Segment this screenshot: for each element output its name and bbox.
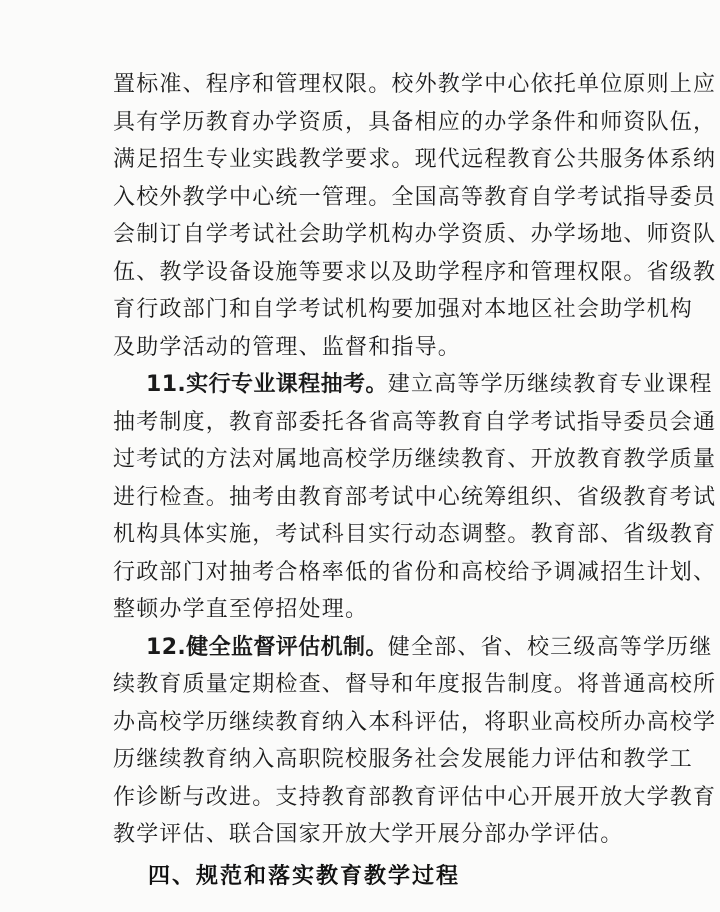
paragraph-line: 及助学活动的管理、监督和指导。 bbox=[113, 334, 462, 360]
paragraph-line: 行政部门对抽考合格率低的省份和高校给予调减招生计划、 bbox=[113, 559, 717, 585]
paragraph-line: 续教育质量定期检查、督导和年度报告制度。将普通高校所 bbox=[113, 672, 717, 697]
paragraph-line: 教学评估、联合国家开放大学开展分部办学评估。 bbox=[113, 822, 624, 847]
paragraph-line: 置标准、程序和管理权限。校外教学中心依托单位原则上应 bbox=[113, 72, 717, 97]
document-body bbox=[113, 66, 717, 854]
section-4-heading: 四、规范和落实教育教学过程 bbox=[148, 864, 461, 889]
paragraph-line: 过考试的方法对属地高校学历继续教育、开放教育教学质量 bbox=[113, 447, 717, 472]
paragraph-line: 作诊断与改进。支持教育部教育评估中心开展开放大学教育 bbox=[113, 784, 717, 810]
section-11-heading: 11.实行专业课程抽考。 bbox=[146, 372, 388, 397]
paragraph-line: 整顿办学直至停招处理。 bbox=[113, 597, 369, 622]
paragraph-line: 具有学历教育办学资质，具备相应的办学条件和师资队伍， bbox=[113, 109, 717, 135]
paragraph-line: 育行政部门和自学考试机构要加强对本地区社会助学机构 bbox=[113, 297, 694, 322]
paragraph-line: 伍、教学设备设施等要求以及助学程序和管理权限。省级教 bbox=[113, 259, 717, 285]
paragraph-line: 机构具体实施，考试科目实行动态调整。教育部、省级教育 bbox=[113, 522, 717, 547]
paragraph-line: 办高校学历继续教育纳入本科评估，将职业高校所办高校学 bbox=[113, 709, 717, 735]
section-12-first-line bbox=[113, 629, 713, 667]
paragraph-line: 进行检查。抽考由教育部考试中心统筹组织、省级教育考试 bbox=[113, 484, 717, 510]
paragraph-line: 会制订自学考试社会助学机构办学资质、办学场地、师资队 bbox=[113, 222, 717, 247]
paragraph-line: 历继续教育纳入高职院校服务社会发展能力评估和教学工 bbox=[113, 747, 694, 772]
paragraph-line: 抽考制度，教育部委托各省高等教育自学考试指导委员会通 bbox=[113, 409, 717, 435]
section-11-first-line-text: 建立高等学历继续教育专业课程 bbox=[387, 372, 713, 397]
paragraph-line: 满足招生专业实践教学要求。现代远程教育公共服务体系纳 bbox=[113, 147, 717, 172]
section-11-first-line bbox=[113, 366, 713, 404]
paragraph-line: 入校外教学中心统一管理。全国高等教育自学考试指导委员 bbox=[113, 184, 717, 210]
section-12-heading: 12.健全监督评估机制。 bbox=[146, 634, 388, 660]
section-12-first-line-text: 健全部、省、校三级高等学历继 bbox=[387, 634, 713, 660]
